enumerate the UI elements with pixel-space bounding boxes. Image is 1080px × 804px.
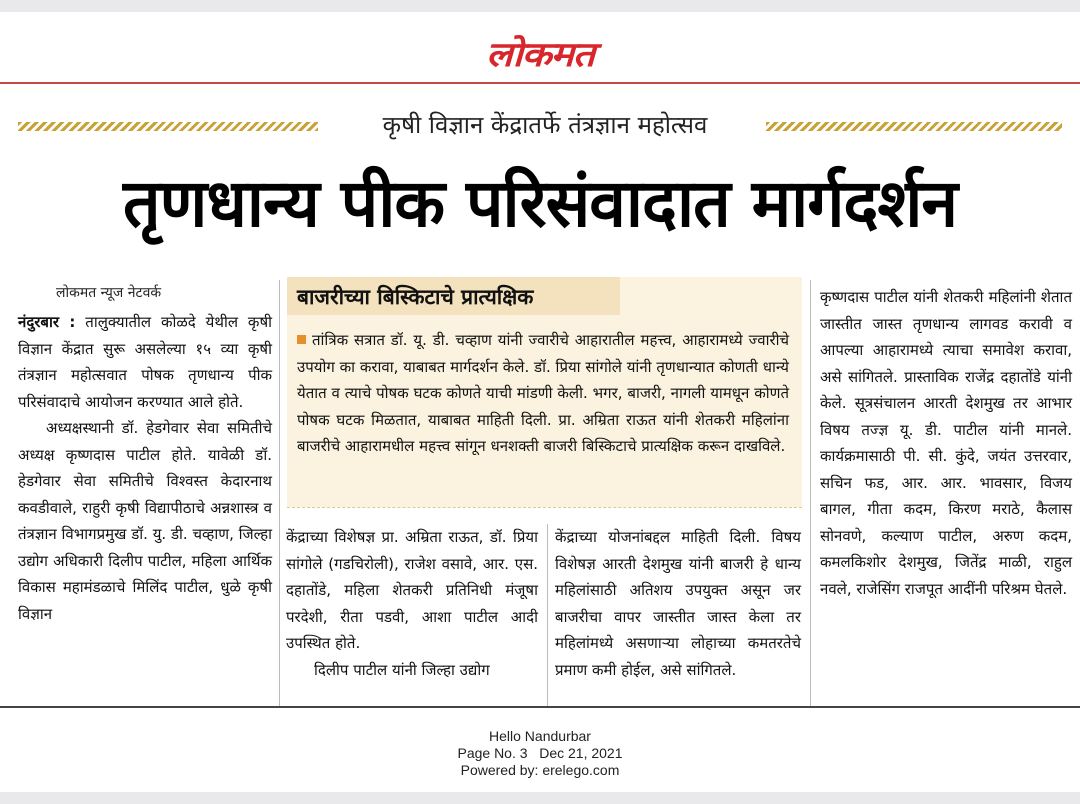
paragraph: केंद्राच्या योजनांबद्दल माहिती दिली. विषय विशेषज्ञ आरती देशमुख यांनी बाजरी हे धान्य महिलांसाठी अतिशय उपयुक्त असून जर बाजरीचा वापर जास्तीत जास्त केला तर महिलांमध्ये असणाऱ्या लोहाच्या कमतरतेचे प्रमाण कमी होईल, असे सांगितले. [555, 528, 801, 679]
masthead [0, 12, 1080, 82]
footer-page: Page No. 3 [457, 745, 528, 761]
sidebar-text: तांत्रिक सत्रात डॉ. यू. डी. चव्हाण यांनी ज्वारीचे आहारातील महत्त्व, आहारामध्ये ज्वारीचे उपयोग का करावा, याबाबत मार्गदर्शन केले. डॉ. प्रिया सांगोले यांनी तृणधान्यात कोणती धान्ये येतात व त्याचे पोषक घटक कोणते याची मांडणी केली. भगर, बाजरी, नागली यामधून कोणते पोषक घटक मिळतात, याबाबत माहिती दिली. प्रा. अम्रिता राऊत यांनी शेतकरी महिलांना बाजरीचे आहारामधील महत्त्व सांगून धनशक्ती बाजरी बिस्किटाचे प्रात्यक्षिक करून दाखविले. [297, 331, 789, 455]
hatch-decoration-left [18, 122, 318, 131]
footer [0, 728, 1080, 779]
newspaper-page [0, 12, 1080, 792]
article-column-3 [555, 524, 801, 683]
dateline: नंदुरबार : [18, 313, 76, 331]
sidebar-divider [287, 507, 802, 508]
footer-rule [0, 706, 1080, 708]
footer-powered: Powered by: erelego.com [460, 762, 620, 778]
paragraph: अध्यक्षस्थानी डॉ. हेडगेवार सेवा समितीचे अध्यक्ष कृष्णदास पाटील होते. यावेळी डॉ. हेडगेवार सेवा समितीचे विश्वस्त केदारनाथ कवडीवाले, राहुरी कृषी विद्यापीठाचे अन्नशास्त्र व तंत्रज्ञान विभागप्रमुख डॉ. यु. डी. चव्हाण, जिल्हा उद्योग अधिकारी दिलीप पाटील, महिला आर्थिक विकास महामंडळाचे मिलिंद पाटील, धुळे कृषी विज्ञान [18, 419, 272, 623]
masthead-rule [0, 82, 1080, 84]
footer-page-date [0, 745, 1080, 762]
sidebar-header [287, 277, 620, 315]
headline: तृणधान्य पीक परिसंवादात मार्गदर्शन [123, 165, 957, 242]
footer-date: Dec 21, 2021 [539, 745, 623, 761]
hatch-decoration-right [766, 122, 1062, 131]
paragraph: कृष्णदास पाटील यांनी शेतकरी महिलांनी शेतात जास्तीत जास्त तृणधान्य लागवड करावी व आपल्या आहारामध्ये त्याचा समावेश करावा, असे सांगितले. प्रास्ताविक राजेंद्र दहातोंडे यांनी केले. सूत्रसंचालन आरती देशमुख तर आभार विषय तज्ज्ञ यू. डी. पाटील यांनी मानले. कार्यक्रमासाठी पी. सी. कुंदे, जयंत उत्तरवार, सचिन फड, आर. आर. भावसार, विजय बागल, गीता कदम, किरण मराठे, कैलास सोनवणे, कल्याण पाटील, अरुण कदम, कमलकिशोर देशमुख, जितेंद्र माळी, राहुल नवले, राजेसिंग राजपूत आदींनी परिश्रम घेतले. [820, 288, 1072, 598]
sidebar-box [287, 277, 802, 507]
column-divider [810, 280, 811, 708]
lokmat-logo: लोकमत [486, 35, 594, 75]
article-column-1 [18, 309, 272, 627]
column-divider [547, 524, 548, 708]
footer-site: Hello Nandurbar [489, 728, 591, 744]
sidebar-body [297, 327, 789, 460]
article-column-2 [286, 524, 538, 683]
paragraph: केंद्राच्या विशेषज्ञ प्रा. अम्रिता राऊत, डॉ. प्रिया सांगोले (गडचिरोली), राजेश वसावे, आर. एस. दहातोंडे, महिला शेतकरी प्रतिनिधी मंजूषा परदेशी, रीता पडवी, आशा पाटील आदी उपस्थित होते. [286, 528, 538, 652]
article-column-4 [820, 284, 1072, 602]
byline: लोकमत न्यूज नेटवर्क [56, 285, 162, 301]
sidebar-title: बाजरीच्या बिस्किटाचे प्रात्यक्षिक [297, 285, 534, 309]
lead-paragraph: तालुक्यातील कोळदे येथील कृषी विज्ञान केंद्रात सुरू असलेल्या १५ व्या कृषी तंत्रज्ञान महोत्सवात पोषक तृणधान्य पीक परिसंवादाचे आयोजन करण्यात आले होते. [18, 313, 272, 411]
column-divider [279, 280, 280, 708]
bullet-icon [297, 335, 306, 344]
paragraph: दिलीप पाटील यांनी जिल्हा उद्योग [314, 660, 490, 679]
kicker: कृषी विज्ञान केंद्रातर्फे तंत्रज्ञान महोत्सव [382, 111, 708, 139]
kicker-row [18, 112, 1062, 142]
